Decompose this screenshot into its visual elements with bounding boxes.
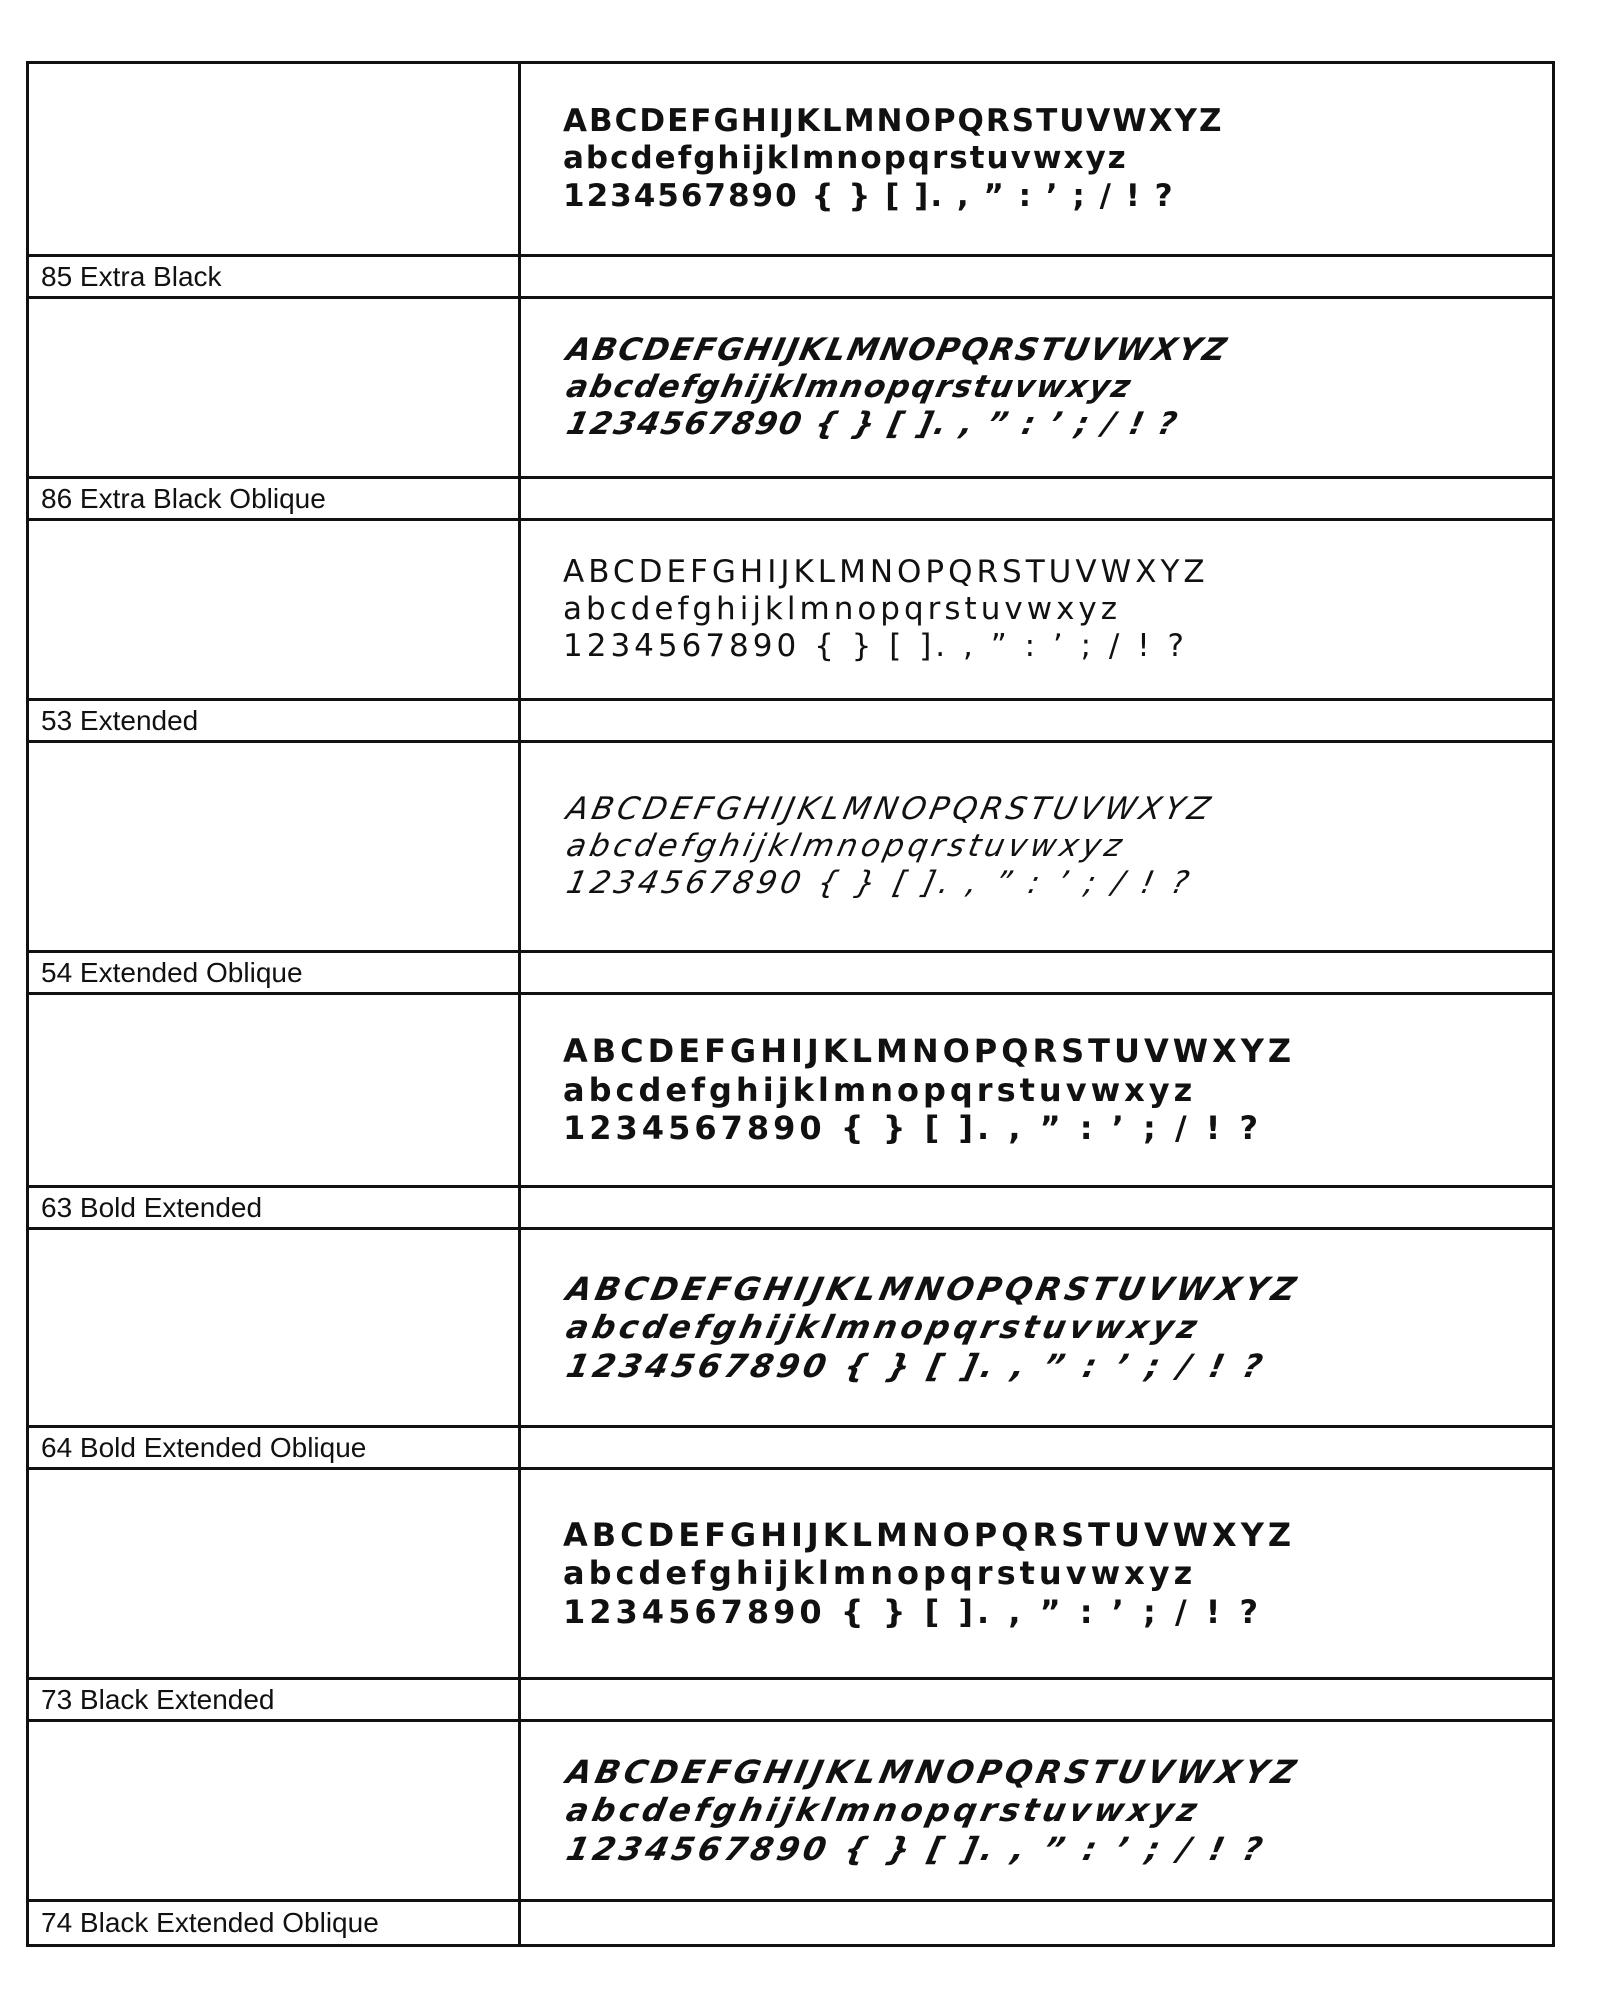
sample-figures: 1234567890 { } [ ]. , ” : ’ ; / ! ? bbox=[563, 1109, 1263, 1148]
sample-row-74 bbox=[29, 1722, 1552, 1902]
sample-73 bbox=[521, 1470, 1552, 1677]
sample-63 bbox=[521, 995, 1552, 1185]
sample-figures: 1234567890 { } [ ]. , ” : ’ ; / ! ? bbox=[563, 177, 1175, 214]
sample-figures: 1234567890 { } [ ]. , ” : ’ ; / ! ? bbox=[563, 1829, 1270, 1868]
sample-lowercase: abcdefghijklmnopqrstuvwxyz bbox=[563, 827, 1129, 864]
sample-row-53 bbox=[29, 521, 1552, 701]
sample-64 bbox=[521, 1230, 1552, 1425]
sample-86 bbox=[521, 299, 1552, 476]
sample-row-63 bbox=[29, 995, 1552, 1188]
sample-figures: 1234567890 { } [ ]. , ” : ’ ; / ! ? bbox=[563, 865, 1196, 902]
font-label: 85 Extra Black bbox=[29, 257, 521, 296]
font-label: 64 Bold Extended Oblique bbox=[29, 1428, 521, 1467]
sample-uppercase: ABCDEFGHIJKLMNOPQRSTUVWXYZ bbox=[563, 103, 1224, 140]
font-label: 53 Extended bbox=[29, 701, 521, 740]
sample-uppercase: ABCDEFGHIJKLMNOPQRSTUVWXYZ bbox=[563, 553, 1209, 590]
sample-lowercase: abcdefghijklmnopqrstuvwxyz bbox=[563, 1070, 1197, 1109]
font-label: 74 Black Extended Oblique bbox=[29, 1902, 521, 1944]
font-label: 54 Extended Oblique bbox=[29, 953, 521, 992]
specimen-table bbox=[26, 61, 1555, 1947]
label-row-73 bbox=[29, 1680, 1552, 1722]
sample-85 bbox=[521, 64, 1552, 254]
sample-uppercase: ABCDEFGHIJKLMNOPQRSTUVWXYZ bbox=[563, 331, 1232, 368]
sample-lowercase: abcdefghijklmnopqrstuvwxyz bbox=[563, 1308, 1205, 1347]
sample-row-85 bbox=[29, 64, 1552, 257]
label-row-54 bbox=[29, 953, 1552, 995]
font-label: 86 Extra Black Oblique bbox=[29, 479, 521, 518]
sample-74 bbox=[521, 1722, 1552, 1899]
sample-row-54 bbox=[29, 743, 1552, 953]
sample-lowercase: abcdefghijklmnopqrstuvwxyz bbox=[563, 368, 1136, 405]
font-label: 63 Bold Extended bbox=[29, 1188, 521, 1227]
label-row-74 bbox=[29, 1902, 1552, 1944]
sample-lowercase: abcdefghijklmnopqrstuvwxyz bbox=[563, 1791, 1205, 1830]
sample-uppercase: ABCDEFGHIJKLMNOPQRSTUVWXYZ bbox=[563, 790, 1218, 827]
sample-lowercase: abcdefghijklmnopqrstuvwxyz bbox=[563, 1554, 1197, 1593]
sample-row-64 bbox=[29, 1230, 1552, 1428]
sample-54 bbox=[521, 743, 1552, 950]
sample-lowercase: abcdefghijklmnopqrstuvwxyz bbox=[563, 590, 1122, 627]
sample-figures: 1234567890 { } [ ]. , ” : ’ ; / ! ? bbox=[563, 406, 1183, 443]
sample-figures: 1234567890 { } [ ]. , ” : ’ ; / ! ? bbox=[563, 1346, 1270, 1385]
sample-uppercase: ABCDEFGHIJKLMNOPQRSTUVWXYZ bbox=[563, 1032, 1296, 1071]
sample-figures: 1234567890 { } [ ]. , ” : ’ ; / ! ? bbox=[563, 1592, 1263, 1631]
sample-uppercase: ABCDEFGHIJKLMNOPQRSTUVWXYZ bbox=[563, 1752, 1304, 1791]
sample-row-86 bbox=[29, 299, 1552, 479]
sample-53 bbox=[521, 521, 1552, 698]
label-row-86 bbox=[29, 479, 1552, 521]
label-row-63 bbox=[29, 1188, 1552, 1230]
sample-uppercase: ABCDEFGHIJKLMNOPQRSTUVWXYZ bbox=[563, 1269, 1304, 1308]
sample-uppercase: ABCDEFGHIJKLMNOPQRSTUVWXYZ bbox=[563, 1515, 1296, 1554]
label-row-53 bbox=[29, 701, 1552, 743]
sample-lowercase: abcdefghijklmnopqrstuvwxyz bbox=[563, 140, 1128, 177]
label-row-64 bbox=[29, 1428, 1552, 1470]
label-row-85 bbox=[29, 257, 1552, 299]
font-label: 73 Black Extended bbox=[29, 1680, 521, 1719]
sample-row-73 bbox=[29, 1470, 1552, 1680]
sample-figures: 1234567890 { } [ ]. , ” : ’ ; / ! ? bbox=[563, 628, 1188, 665]
